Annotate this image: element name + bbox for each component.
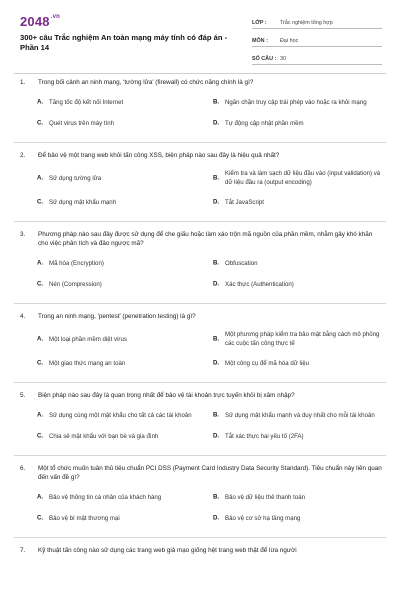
option-text: Sử dụng mật khẩu mạnh và duy nhất cho mỗi tài khoản (225, 411, 375, 419)
option-text: Obfuscation (225, 259, 258, 267)
answer-option-c[interactable] (36, 512, 206, 524)
answer-option-b[interactable] (212, 169, 382, 187)
question-body: Biện pháp nào sau đây là quan trọng nhất để bảo vệ tài khoản trực tuyến khỏi bị xâm nhập? (38, 392, 295, 399)
option-letter: A. (37, 259, 44, 267)
meta-value: Đại học (280, 38, 299, 44)
question-3 (18, 230, 382, 299)
question-body: Trong bối cảnh an ninh mạng, 'tường lửa' (firewall) có chức năng chính là gì? (38, 79, 254, 86)
option-letter: D. (213, 432, 220, 440)
question-divider (14, 537, 386, 538)
question-body: Một tổ chức muốn tuân thủ tiêu chuẩn PCI DSS (Payment Card Industry Data Security Standard). Tiêu chuẩn này liên quan đến vấn đề gì? (38, 465, 382, 481)
option-text: Tăng tốc độ kết nối Internet (49, 98, 124, 106)
question-text (18, 312, 382, 321)
answer-option-b[interactable] (212, 330, 382, 348)
option-letter: B. (213, 98, 220, 106)
option-text: Ngăn chặn truy cập trái phép vào hoặc ra khỏi mạng (225, 98, 367, 106)
option-text: Mã hóa (Encryption) (49, 259, 104, 267)
meta-label: LỚP : (252, 20, 267, 26)
question-7 (18, 546, 382, 555)
answer-option-d[interactable] (212, 430, 382, 442)
answer-option-b[interactable] (212, 491, 382, 503)
answer-option-a[interactable] (36, 491, 206, 503)
option-letter: C. (37, 119, 44, 127)
question-number: 4. (20, 313, 26, 320)
option-letter: C. (37, 359, 44, 367)
question-4 (18, 312, 382, 378)
logo-text: 2048 (20, 14, 50, 29)
question-number: 5. (20, 392, 26, 399)
answer-option-d[interactable] (212, 117, 382, 129)
question-divider (14, 221, 386, 222)
option-text: Một công cụ để mã hóa dữ liệu (225, 359, 310, 367)
question-text (18, 151, 382, 160)
option-letter: A. (37, 174, 44, 182)
option-text: Một giao thức mạng an toàn (49, 359, 126, 367)
site-logo[interactable] (20, 14, 60, 29)
question-2 (18, 151, 382, 217)
answer-option-a[interactable] (36, 96, 206, 108)
question-body: Phương pháp nào sau đây được sử dụng để che giấu hoặc làm xáo trộn mã nguồn của phần mềm, nhằm gây khó khăn cho việc phân tích và đảo ngược mã? (38, 231, 373, 247)
answer-option-a[interactable] (36, 257, 206, 269)
option-letter: D. (213, 359, 220, 367)
option-letter: D. (213, 119, 220, 127)
option-letter: A. (37, 98, 44, 106)
option-letter: B. (213, 493, 220, 501)
question-text (18, 391, 382, 400)
question-6 (18, 464, 382, 533)
option-text: Một phương pháp kiểm tra bảo mật bằng cách mô phỏng các cuộc tấn công thực tế (225, 331, 380, 347)
question-list (0, 78, 400, 555)
document-title: 300+ câu Trắc nghiệm An toàn mạng máy tính có đáp án - Phần 14 (20, 33, 228, 52)
option-text: Bảo vệ bí mật thương mại (49, 514, 120, 522)
question-number: 1. (20, 79, 26, 86)
option-letter: D. (213, 198, 220, 206)
answer-option-a[interactable] (36, 330, 206, 348)
option-text: Bảo vệ cơ sở hạ tầng mạng (225, 514, 301, 522)
meta-label: MÔN : (252, 38, 268, 44)
answer-options (18, 330, 382, 378)
option-letter: B. (213, 411, 220, 419)
meta-class (252, 13, 382, 29)
question-5 (18, 391, 382, 451)
meta-value: Trắc nghiệm tổng hợp (280, 20, 333, 26)
document-meta (252, 13, 382, 67)
option-text: Kiểm tra và làm sạch dữ liệu đầu vào (input validation) và dữ liệu đầu ra (output encoding) (225, 170, 381, 186)
option-letter: C. (37, 198, 44, 206)
option-letter: C. (37, 432, 44, 440)
answer-options (18, 96, 382, 138)
question-divider (14, 382, 386, 383)
option-letter: B. (213, 174, 220, 182)
question-number: 6. (20, 465, 26, 472)
option-letter: C. (37, 280, 44, 288)
answer-option-d[interactable] (212, 357, 382, 369)
question-divider (14, 142, 386, 143)
header-divider (14, 73, 386, 74)
option-text: Tắt JavaScript (225, 198, 264, 206)
question-body: Kỹ thuật tấn công nào sử dụng các trang web giả mạo giống hệt trang web thật để lừa người (38, 547, 297, 554)
option-text: Xác thực (Authentication) (225, 280, 294, 288)
answer-option-c[interactable] (36, 430, 206, 442)
option-letter: A. (37, 493, 44, 501)
option-text: Một loại phần mềm diệt virus (49, 335, 127, 343)
option-text: Sử dụng mật khẩu mạnh (49, 198, 117, 206)
option-text: Sử dụng tường lửa (49, 174, 102, 182)
option-letter: A. (37, 335, 44, 343)
answer-option-c[interactable] (36, 278, 206, 290)
answer-option-d[interactable] (212, 512, 382, 524)
question-body: Trong an ninh mạng, 'pentest' (penetration testing) là gì? (38, 313, 196, 320)
answer-option-b[interactable] (212, 96, 382, 108)
question-divider (14, 455, 386, 456)
option-text: Bảo vệ dữ liệu thẻ thanh toán (225, 493, 305, 501)
meta-subject (252, 31, 382, 47)
option-text: Bảo vệ thông tin cá nhân của khách hàng (49, 493, 162, 501)
answer-options (18, 169, 382, 217)
question-1 (18, 78, 382, 138)
answer-option-c[interactable] (36, 196, 206, 208)
answer-option-c[interactable] (36, 357, 206, 369)
answer-option-b[interactable] (212, 257, 382, 269)
question-text (18, 546, 382, 555)
answer-options (18, 409, 382, 451)
answer-option-c[interactable] (36, 117, 206, 129)
question-text (18, 230, 382, 248)
answer-option-a[interactable] (36, 169, 206, 187)
answer-option-a[interactable] (36, 409, 206, 421)
meta-label: SỐ CÂU : (252, 56, 277, 62)
question-number: 2. (20, 152, 26, 159)
option-text: Nén (Compression) (49, 280, 102, 288)
option-letter: B. (213, 259, 220, 267)
question-number: 3. (20, 231, 26, 238)
option-text: Sử dụng cùng một mật khẩu cho tất cả các tài khoản (49, 411, 192, 419)
question-text (18, 464, 382, 482)
option-text: Tắt xác thực hai yếu tố (2FA) (225, 432, 304, 440)
answer-option-d[interactable] (212, 196, 382, 208)
answer-option-d[interactable] (212, 278, 382, 290)
option-letter: C. (37, 514, 44, 522)
question-number: 7. (20, 547, 26, 554)
answer-option-b[interactable] (212, 409, 382, 421)
question-body: Để bảo vệ một trang web khỏi tấn công XSS, biện pháp nào sau đây là hiệu quả nhất? (38, 152, 280, 159)
question-divider (14, 303, 386, 304)
question-text (18, 78, 382, 87)
answer-options (18, 257, 382, 299)
option-letter: D. (213, 280, 220, 288)
meta-value: 30 (280, 56, 286, 62)
option-letter: A. (37, 411, 44, 419)
option-letter: D. (213, 514, 220, 522)
option-text: Tự động cập nhật phần mềm (225, 119, 304, 127)
answer-options (18, 491, 382, 533)
option-text: Chia sẻ mật khẩu với bạn bè và gia đình (49, 432, 159, 440)
logo-suffix: .vn (50, 14, 61, 20)
meta-count (252, 49, 382, 65)
option-letter: B. (213, 335, 220, 343)
option-text: Quét virus trên máy tính (49, 119, 115, 127)
